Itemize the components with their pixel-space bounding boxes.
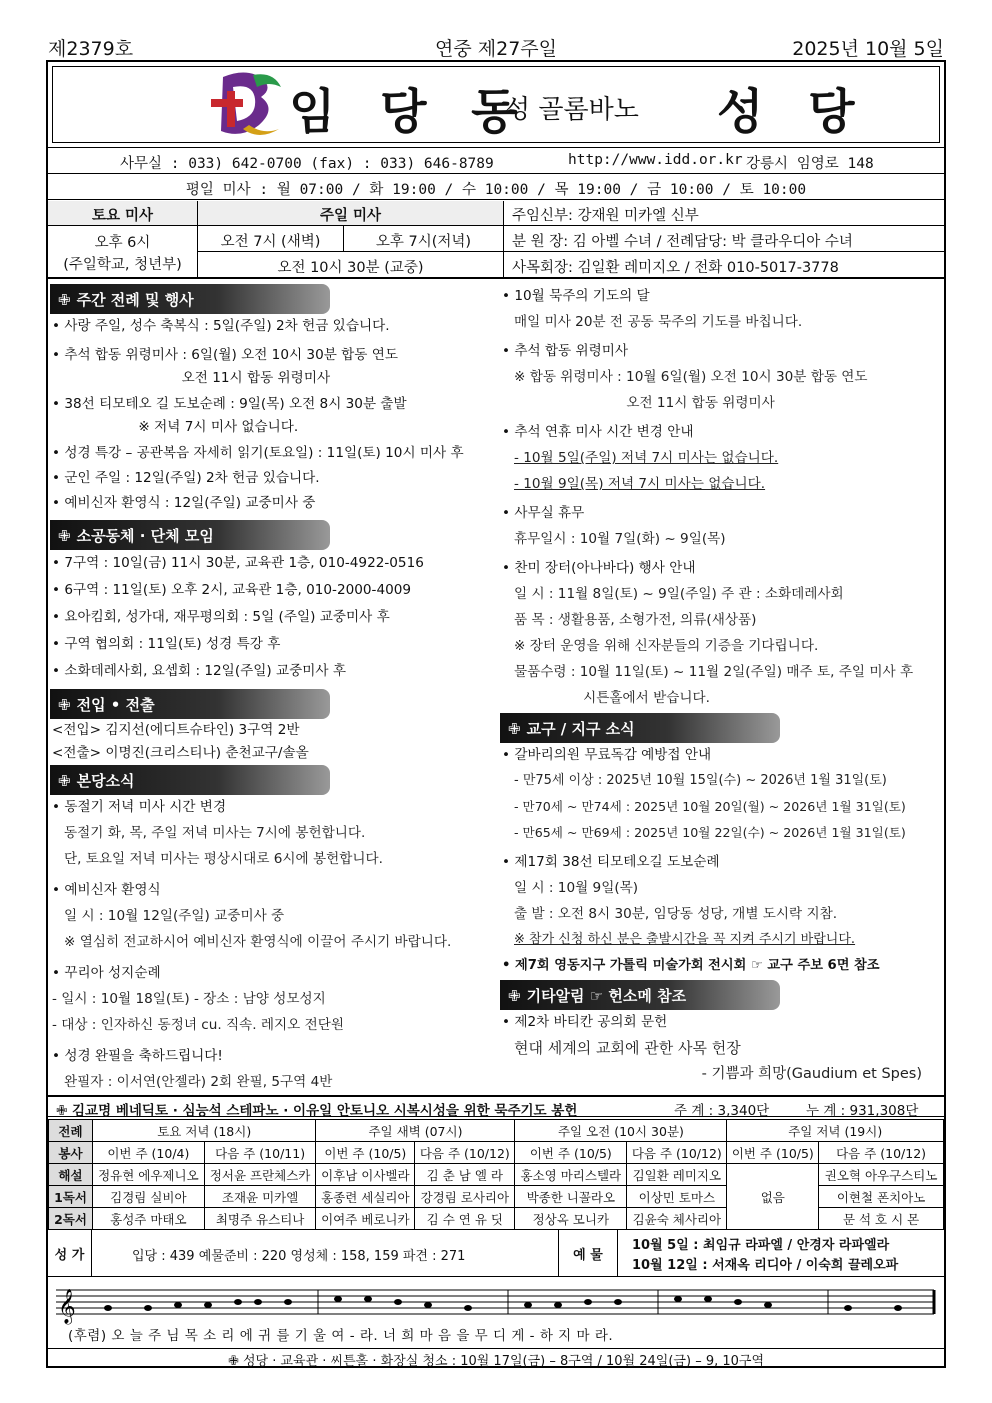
table-subheader: 다음 주 (10/12) xyxy=(415,1142,515,1164)
news-line: - 만70세 ~ 만74세 : 2025년 10월 20일(월) ~ 2026년 1월 31일(토) xyxy=(514,799,906,814)
bulletin-date: 2025년 10월 5일 xyxy=(792,38,944,60)
table-cell: 김 춘 남 엘 라 xyxy=(415,1164,515,1186)
bulletin-sheet xyxy=(46,60,946,1368)
list-item: • 군인 주일 : 12일(주일) 2차 헌금 있습니다. xyxy=(52,470,320,486)
news-line: - 기쁨과 희망(Gaudium et Spes) xyxy=(701,1066,922,1082)
news-line: 단, 토요일 저녁 미사는 평상시대로 6시에 봉헌합니다. xyxy=(64,851,383,867)
table-cell: 김윤숙 체사리아 xyxy=(627,1208,727,1230)
pastor-cell xyxy=(504,201,944,226)
news-line: - 만75세 이상 : 2025년 10월 15일(수) ~ 2026년 1월 31일(토) xyxy=(514,773,887,788)
news-line: ※ 합동 위령미사 : 10월 6일(월) 오전 10시 30분 합동 연도 xyxy=(514,369,868,385)
psalm-lyrics: (후렴) 오 늘 주 님 목 소 리 에 귀 를 기 울 여 - 라. 너 희 마 음 을 무 디 게 - 하 지 마 라. xyxy=(68,1328,614,1344)
list-item: 오전 11시 합동 위령미사 xyxy=(52,370,331,386)
table-cell: 이현철 폰치아노 xyxy=(819,1186,944,1208)
news-line: 품 목 : 생활용품, 소형가전, 의류(새상품) xyxy=(514,612,757,628)
address: 강릉시 임영로 148 xyxy=(746,156,874,172)
news-title: • 제7회 영동지구 가톨릭 미술가회 전시회 ☞ 교구 주보 6면 참조 xyxy=(502,958,880,973)
news-line: - 일시 : 10월 18일(토) - 장소 : 남양 성모성지 xyxy=(52,991,326,1007)
news-line: - 10월 5일(주일) 저녁 7시 미사는 없습니다. xyxy=(514,450,779,466)
table-cell: 조재윤 미카엘 xyxy=(204,1186,316,1208)
news-line: 시튼홀에서 받습니다. xyxy=(514,690,710,706)
section-weekly-events xyxy=(50,284,330,314)
table-subheader: 다음 주 (10/12) xyxy=(819,1142,944,1164)
office-phone: 사무실 : 033) 642-0700 (fax) : 033) 646-8789 xyxy=(120,156,494,172)
list-item: • 7구역 : 10일(금) 11시 30분, 교육관 1층, 010-4922-0516 xyxy=(52,555,424,571)
table-subheader: 이번 주 (10/5) xyxy=(515,1142,627,1164)
list-item: • 소화데레사회, 요셉회 : 12일(주일) 교중미사 후 xyxy=(52,663,346,679)
news-title: • 동절기 저녁 미사 시간 변경 xyxy=(52,799,227,815)
table-cell: 김 수 연 유 딧 xyxy=(415,1208,515,1230)
section-parish-news xyxy=(50,765,330,795)
news-title: • 제17회 38선 티모테오길 도보순례 xyxy=(502,854,720,870)
sunday-evening-mass: 오후 7시(저녁) xyxy=(375,234,472,250)
nun-cell xyxy=(504,226,944,252)
news-title: • 사무실 휴무 xyxy=(502,505,585,521)
news-title: • 예비신자 환영식 xyxy=(52,882,161,898)
table-cell: 홍종련 세실리아 xyxy=(316,1186,415,1208)
news-title: • 추석 연휴 미사 시간 변경 안내 xyxy=(502,424,694,440)
news-line: 일 시 : 11월 8일(토) ~ 9일(주일) 주 관 : 소화데레사회 xyxy=(514,586,844,602)
table-cell: 김일환 레미지오 xyxy=(627,1164,727,1186)
section-diocese-news xyxy=(500,713,780,743)
weekday-mass-row xyxy=(48,174,944,200)
list-item: • 추석 합동 위령미사 : 6일(월) 오전 10시 30분 합동 연도 xyxy=(52,347,399,363)
table-cell: 권오혁 아우구스티노 xyxy=(819,1164,944,1186)
cross-icon: ✙ xyxy=(58,772,71,790)
list-item: <전입> 김지선(에디트슈타인) 3구역 2반 xyxy=(52,722,300,738)
rosary-intent: ✙ 김교명 베네딕토 · 심능석 스테파노 · 이유일 안토니오 시복시성을 위한 묵주기도 봉헌 xyxy=(56,1103,578,1119)
news-line: ※ 장터 운영을 위해 신자분들의 기증을 기다립니다. xyxy=(514,638,819,654)
news-line: - 만65세 ~ 만69세 : 2025년 10월 22일(수) ~ 2026년 1월 31일(토) xyxy=(514,825,906,840)
church-word: 성 당 xyxy=(717,84,869,140)
table-cell: 박종한 니꼴라오 xyxy=(515,1186,627,1208)
offering-label: 예 물 xyxy=(558,1230,618,1276)
table-subheader: 다음 주 (10/11) xyxy=(204,1142,316,1164)
table-cell: 정유현 에우제니오 xyxy=(93,1164,205,1186)
table-cell: 정상옥 모니카 xyxy=(515,1208,627,1230)
table-cell: 홍성주 마태오 xyxy=(93,1208,205,1230)
table-cell: 정서윤 프란체스카 xyxy=(204,1164,316,1186)
sunday-dawn-mass: 오전 7시 (새벽) xyxy=(220,234,321,250)
table-header: 주일 저녁 (19시) xyxy=(727,1120,944,1142)
top-line xyxy=(48,34,944,58)
liturgy-duty-table xyxy=(48,1119,944,1230)
news-line: 일 시 : 10월 9일(목) xyxy=(514,880,639,896)
news-title: • 제2차 바티칸 공의회 문헌 xyxy=(502,1014,668,1030)
news-line: ※ 열심히 전교하시어 예비신자 환영식에 이끌어 주시기 바랍니다. xyxy=(64,934,452,950)
table-cell: 이여주 베로니카 xyxy=(316,1208,415,1230)
table-subheader: 이번 주 (10/5) xyxy=(316,1142,415,1164)
table-subheader: 이번 주 (10/4) xyxy=(93,1142,205,1164)
table-header: 봉사 xyxy=(49,1142,93,1164)
news-line: 휴무일시 : 10월 7일(화) ~ 9일(목) xyxy=(514,531,726,547)
sunday-main-cell xyxy=(198,252,504,277)
sunday-header-label: 주일 미사 xyxy=(319,208,382,224)
list-item: • 요아킴회, 성가대, 재무평의회 : 5일 (주일) 교중미사 후 xyxy=(52,609,390,625)
news-title: • 성경 완필을 축하드립니다! xyxy=(52,1048,223,1064)
cross-icon: ✙ xyxy=(58,527,71,545)
patron-saint: 성 골롬바노 xyxy=(505,95,639,125)
sunday-header xyxy=(198,201,504,226)
table-cell: 이후남 이사벨라 xyxy=(316,1164,415,1186)
news-line: 동절기 화, 목, 주일 저녁 미사는 7시에 봉헌합니다. xyxy=(64,825,366,841)
rosary-prayer-row xyxy=(48,1095,944,1117)
news-line: 오전 11시 합동 위령미사 xyxy=(514,395,775,411)
masthead xyxy=(48,62,944,148)
news-line: 완필자 : 이서연(안젤라) 2회 완필, 5구역 4반 xyxy=(64,1074,333,1090)
offering-line-1: 10월 5일 : 최임규 라파엘 / 안경자 라파엘라 xyxy=(632,1238,890,1253)
role-cell: 해설 xyxy=(49,1164,93,1186)
news-line: ※ 참가 신청 하신 분은 출발시간을 꼭 지켜 주시기 바랍니다. xyxy=(514,932,856,947)
table-subheader: 다음 주 (10/12) xyxy=(627,1142,727,1164)
list-item: ※ 저녁 7시 미사 없습니다. xyxy=(52,419,299,435)
list-item: • 6구역 : 11일(토) 오후 2시, 교육관 1층, 010-2000-4009 xyxy=(52,582,412,598)
psalm-music xyxy=(48,1278,944,1348)
table-cell: 이상민 토마스 xyxy=(627,1186,727,1208)
hymn-row xyxy=(48,1229,944,1277)
weekday-mass: 평일 미사 : 월 07:00 / 화 19:00 / 수 10:00 / 목 19:00 / 금 10:00 / 토 10:00 xyxy=(185,182,807,198)
pastor: 주임신부: 강재원 미카엘 신부 xyxy=(512,208,699,224)
news-title: • 10월 묵주의 기도의 달 xyxy=(502,288,650,304)
table-cell: 문 석 호 시 몬 xyxy=(819,1208,944,1230)
table-cell: 김경림 실비아 xyxy=(93,1186,205,1208)
none-cell: 없음 xyxy=(727,1164,819,1230)
cleaning-schedule: ✙ 성당 · 교육관 · 씨튼홀 · 화장실 청소 : 10월 17일(금) – 8구역 / 10월 24일(금) – 9, 10구역 xyxy=(48,1348,944,1368)
church-name: 임 당 동 xyxy=(289,84,532,140)
news-line: 물품수령 : 10월 11일(토) ~ 11월 2일(주일) 매주 토, 주일 미사 후 xyxy=(514,664,914,680)
liturgical-day: 연중 제27주일 xyxy=(435,38,557,60)
section-transfers xyxy=(50,689,330,719)
list-item: <전출> 이명진(크리스티나) 춘천교구/솔올 xyxy=(52,745,309,761)
section-title: 전입 • 전출 xyxy=(76,696,155,714)
table-cell: 홍소영 마리스텔라 xyxy=(515,1164,627,1186)
table-header: 주일 오전 (10시 30분) xyxy=(515,1120,727,1142)
council-cell xyxy=(504,252,944,277)
section-title: 본당소식 xyxy=(76,772,135,790)
news-title: • 찬미 장터(아나바다) 행사 안내 xyxy=(502,560,696,576)
section-title: 기타알림 ☞ 헌소메 참조 xyxy=(526,987,687,1005)
rosary-total-count: 누 계 : 931,308단 xyxy=(806,1103,919,1119)
table-cell: 강경림 로사리아 xyxy=(415,1186,515,1208)
section-other-notices xyxy=(500,980,780,1010)
news-title: • 꾸리아 성지순례 xyxy=(52,965,161,981)
music-notes xyxy=(104,1296,902,1311)
cross-icon: ✙ xyxy=(58,696,71,714)
list-item: • 38선 티모테오 길 도보순례 : 9일(목) 오전 8시 30분 출발 xyxy=(52,396,407,412)
contact-row xyxy=(48,148,944,174)
masthead-frame xyxy=(52,66,940,143)
treble-clef-icon: 𝄞 xyxy=(58,1289,76,1324)
cross-icon: ✙ xyxy=(508,987,521,1005)
role-cell: 2독서 xyxy=(49,1208,93,1230)
table-header: 주일 새벽 (07시) xyxy=(316,1120,515,1142)
saturday-mass-cell xyxy=(48,226,198,277)
news-line: 출 발 : 오전 8시 30분, 임당동 성당, 개별 도시락 지참. xyxy=(514,906,838,922)
saturday-mass-time: 오후 6시 xyxy=(94,235,151,251)
issue-number: 제2379호 xyxy=(48,38,134,60)
news-line: 현대 세계의 교회에 관한 사목 헌장 xyxy=(514,1039,741,1057)
news-line: 일 시 : 10월 12일(주일) 교중미사 중 xyxy=(64,908,285,924)
website-link[interactable]: http://www.idd.or.kr xyxy=(568,152,743,168)
section-groups xyxy=(50,520,330,550)
role-cell: 1독서 xyxy=(49,1186,93,1208)
news-title: • 추석 합동 위령미사 xyxy=(502,343,629,359)
table-row xyxy=(49,1164,944,1186)
list-item: • 구역 협의회 : 11일(토) 성경 특강 후 xyxy=(52,636,281,652)
cross-icon: ✙ xyxy=(58,291,71,309)
hymn-numbers: 입당 : 439 예물준비 : 220 영성체 : 158, 159 파견 : 271 xyxy=(132,1249,466,1264)
cross-icon: ✙ xyxy=(508,720,521,738)
table-header: 토요 저녁 (18시) xyxy=(93,1120,316,1142)
saturday-header xyxy=(48,201,198,226)
section-title: 소공동체 · 단체 모임 xyxy=(76,527,214,545)
mass-schedule xyxy=(48,201,944,279)
table-cell: 최명주 유스티나 xyxy=(204,1208,316,1230)
section-title: 주간 전례 및 행사 xyxy=(76,291,194,309)
hymn-label: 성 가 xyxy=(48,1230,92,1276)
saturday-mass-note: (주일학교, 청년부) xyxy=(63,257,182,273)
news-line: - 10월 9일(목) 저녁 7시 미사는 없습니다. xyxy=(514,476,766,492)
parish-logo xyxy=(203,69,293,145)
section-title: 교구 / 지구 소식 xyxy=(526,720,635,738)
sunday-dawn-cell xyxy=(198,226,344,252)
table-header: 전례 xyxy=(49,1120,93,1142)
saturday-header-label: 토요 미사 xyxy=(91,208,154,224)
sunday-evening-cell xyxy=(344,226,504,252)
list-item: • 성경 특강 – 공관복음 자세히 읽기(토요일) : 11일(토) 10시 미사 후 xyxy=(52,445,464,461)
council-president: 사목회장: 김일환 레미지오 / 전화 010-5017-3778 xyxy=(512,260,839,276)
news-line: - 대상 : 인자하신 동정녀 cu. 직속. 레지오 전단원 xyxy=(52,1017,345,1033)
offering-line-2: 10월 12일 : 서재옥 리디아 / 이숙희 끌레오파 xyxy=(632,1258,899,1273)
nuns: 분 원 장: 김 아벨 수녀 / 전례담당: 박 클라우디아 수녀 xyxy=(512,234,853,250)
rosary-week-count: 주 계 : 3,340단 xyxy=(674,1103,770,1119)
list-item: • 사랑 주일, 성수 축복식 : 5일(주일) 2차 헌금 있습니다. xyxy=(52,318,390,334)
list-item: • 예비신자 환영식 : 12일(주일) 교중미사 중 xyxy=(52,495,316,511)
table-subheader: 이번 주 (10/5) xyxy=(727,1142,819,1164)
right-column xyxy=(500,284,946,1087)
news-line: 매일 미사 20분 전 공동 묵주의 기도를 바칩니다. xyxy=(514,314,803,330)
music-staff xyxy=(48,1278,944,1326)
sunday-main-mass: 오전 10시 30분 (교중) xyxy=(277,260,424,276)
left-column xyxy=(50,284,498,1095)
news-title: • 갈바리의원 무료독감 예방접 안내 xyxy=(502,747,712,763)
